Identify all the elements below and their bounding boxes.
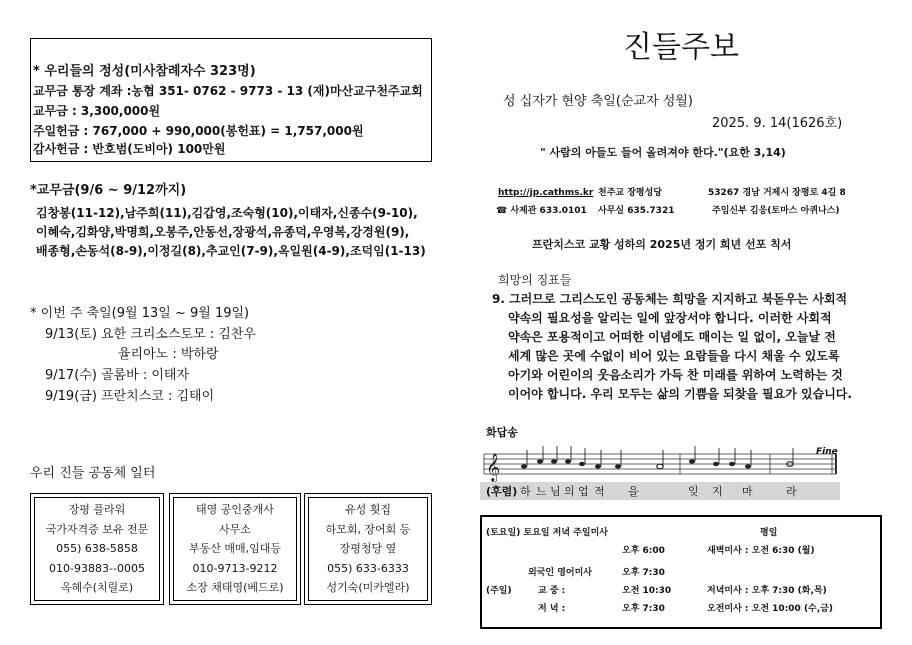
offering-line: 교무금 통장 계좌 :농협 351- 0762 - 9773 - 13 (재)마산교구천주교회 (33, 84, 423, 98)
letter-line: 약속의 필요성을 알리는 일에 앞장서야 합니다. 이러한 사회적 (508, 311, 832, 325)
offering-line: 주일헌금 : 767,000 + 990,000(봉헌표) = 1,757,000원 (33, 124, 364, 138)
letter-section: 희망의 징표들 (498, 273, 572, 287)
office-phone: 사무실 635.7321 (598, 206, 675, 216)
psalm-refrain-label: (후렴) (486, 485, 518, 498)
sunday-evening-name: 저 녁 : (538, 604, 566, 614)
ad-line: 하모회, 장어회 등 (325, 522, 411, 536)
offering-box (30, 38, 432, 162)
parish-address: 53267 경남 거제시 장평로 4길 8 (708, 188, 846, 198)
bulletin-title: 진들주보 (623, 30, 739, 65)
sunday-main-name: 교 중 : (538, 586, 566, 596)
ad-restaurant (304, 493, 432, 605)
letter-line: 세계 많은 곳에 수없이 비어 있는 요람들을 다시 채울 수 있도록 (508, 349, 840, 363)
ad-flower (30, 493, 164, 605)
lyric-syllable: 마 (742, 485, 753, 498)
saturday-label: (토요일) 토요일 저녁 주일미사 (486, 528, 608, 538)
feasts-title: * 이번 주 축일(9월 13일 ~ 9월 19일) (30, 306, 250, 321)
psalm-label: 화답송 (486, 426, 518, 439)
donations-line: 이혜숙,김화양,박명희,오봉주,안동선,장광석,유종덕,우영복,강경원(9), (36, 225, 410, 239)
feast-line: 9/17(수) 골롬바 : 이태자 (45, 368, 190, 383)
donations-line: 김창봉(11-12),남주희(11),김갑영,조숙형(10),이태자,신종수(9-10), (36, 206, 418, 220)
letter-heading: 프란치스코 교황 성하의 2025년 정기 희년 선포 칙서 (532, 238, 792, 251)
psalm-score (480, 446, 840, 502)
foreign-time: 오후 7:30 (622, 568, 665, 578)
feast-line: 9/13(토) 요한 크리소스토모 : 김찬우 (45, 327, 256, 342)
ad-line: 부동산 매매,임대등 (188, 542, 281, 555)
ad-line: 옥혜수(치릴로) (60, 581, 134, 594)
ad-line: 장평청당 옆 (339, 542, 397, 555)
ad-line: 유성 횟집 (344, 503, 391, 516)
lyric-syllable: 잊 (688, 485, 699, 498)
offering-line: 감사헌금 : 반호범(도비아) 100만원 (33, 142, 226, 156)
letter-line: 아기와 어린이의 웃음소리가 가득 찬 미래를 위하여 노력하는 것 (508, 368, 843, 382)
issue-date: 2025. 9. 14(1626호) (712, 116, 843, 131)
offering-line: 교무금 : 3,300,000원 (33, 104, 161, 118)
pastor: 주임신부 김응(토마스 아퀴나스) (712, 206, 840, 216)
feast-name: 성 십자가 현양 축일(순교자 성월) (503, 94, 693, 109)
ad-line: 국가자격증 보유 전문 (45, 522, 149, 536)
lyric-syllable: 느 (536, 485, 547, 498)
ad-line: 태영 공인중개사 (196, 503, 274, 516)
psalm-fine: Fine (816, 447, 838, 457)
donations-title: *교무금(9/6 ~ 9/12까지) (30, 183, 187, 198)
lyric-syllable: 님 (550, 485, 561, 498)
treble-clef-icon: 𝄞 (486, 453, 501, 481)
ad-line: 055) 633-6333 (327, 561, 409, 575)
letter-line: 9. 그러므로 그리스도인 공동체는 희망을 지지하고 북돋우는 사회적 (492, 292, 848, 306)
letter-line: 약속은 포용적이고 어떠한 이념에도 매이는 일 없이, 오늘날 전 (508, 330, 836, 344)
lyric-syllable: 지 (712, 485, 723, 498)
lyric-syllable: 적 (594, 485, 605, 498)
ad-line: 055) 638-5858 (56, 542, 138, 555)
lyric-syllable: 의 (564, 485, 575, 498)
weekday-dawn: 새벽미사 : 오전 6:30 (월) (707, 546, 815, 556)
sunday-evening-time: 오후 7:30 (622, 604, 665, 614)
gospel-quote: " 사람의 아들도 들어 올려져야 한다."(요한 3,14) (540, 146, 786, 159)
letter-line: 이어야 합니다. 우리 모두는 삶의 기쁨을 되찾을 필요가 있습니다. (508, 387, 852, 401)
ad-line: 장평 플라워 (68, 503, 126, 516)
ad-line: 010-93883--0005 (49, 561, 145, 575)
ad-realestate (169, 493, 301, 605)
lyric-syllable: 을 (628, 485, 639, 498)
parish-church: 천주교 장평성당 (598, 188, 662, 198)
feast-line: 율리아노 : 박하랑 (118, 347, 219, 362)
foreign-mass: 외국인 영어미사 (528, 568, 592, 578)
weekday-evening: 저녁미사 : 오후 7:30 (화,목) (707, 586, 827, 596)
ad-line: 소장 채태영(베드로) (186, 581, 284, 594)
weekday-morning: 오전미사 : 오전 10:00 (수,금) (707, 604, 833, 614)
saturday-time: 오후 6:00 (622, 546, 665, 556)
lyric-syllable: 라 (786, 485, 797, 498)
ad-line: 010-9713-9212 (192, 561, 278, 575)
ad-line: 사무소 (219, 522, 251, 536)
lyric-syllable: 하 (520, 485, 531, 498)
parish-url[interactable]: http://jp.cathms.kr (498, 188, 594, 198)
community-title: 우리 진들 공동체 일터 (30, 466, 156, 481)
ad-line: 성기숙(미카엘라) (326, 581, 410, 594)
donations-line: 배종형,손동석(8-9),이정길(8),추교인(7-9),옥일원(4-9),조덕임(1-13) (36, 244, 426, 258)
lyric-syllable: 업 (578, 485, 589, 498)
weekday-label: 평일 (760, 528, 778, 538)
sunday-label: (주일) (486, 586, 512, 596)
feast-line: 9/19(금) 프란치스코 : 김태이 (45, 389, 215, 404)
mass-schedule (480, 515, 882, 629)
sunday-main-time: 오전 10:30 (622, 586, 672, 596)
rectory-phone: ☎ 사제관 633.0101 (496, 206, 587, 216)
offering-title: * 우리들의 정성(미사참례자수 323명) (33, 64, 256, 79)
